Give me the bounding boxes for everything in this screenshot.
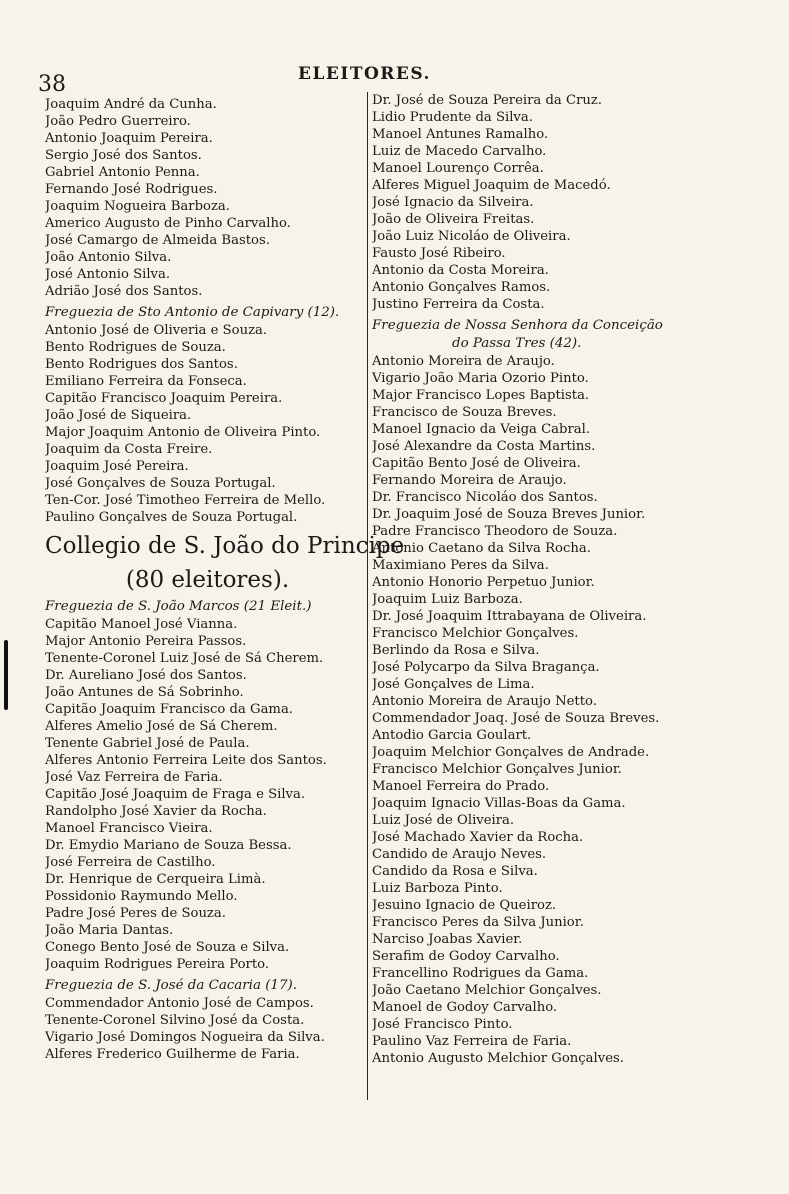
- elector-name: Paulino Gonçalves de Souza Portugal.: [45, 510, 298, 525]
- section-heading: Freguezia de Nossa Senhora da Conceição: [372, 318, 663, 333]
- elector-name: Antonio Moreira de Araujo.: [372, 354, 555, 369]
- elector-name: José Gonçalves de Souza Portugal.: [45, 476, 276, 491]
- elector-name: Sergio José dos Santos.: [45, 148, 202, 163]
- elector-name: João Antonio Silva.: [45, 250, 172, 265]
- collegio-title: Collegio de S. João do Principe: [45, 533, 405, 559]
- elector-name: José Machado Xavier da Rocha.: [372, 830, 584, 845]
- elector-name: Capitão Bento José de Oliveira.: [372, 456, 581, 471]
- elector-name: Manoel Ignacio da Veiga Cabral.: [372, 422, 591, 437]
- elector-name: Antonio Augusto Melchior Gonçalves.: [372, 1051, 624, 1066]
- elector-name: Dr. Henrique de Cerqueira Limà.: [45, 872, 266, 887]
- elector-name: Francisco de Souza Breves.: [372, 405, 557, 420]
- elector-name: Luiz Barboza Pinto.: [372, 881, 503, 896]
- elector-name: Padre Francisco Theodoro de Souza.: [372, 524, 618, 539]
- elector-name: Serafim de Godoy Carvalho.: [372, 949, 560, 964]
- elector-name: Joaquim Luiz Barboza.: [372, 592, 523, 607]
- elector-name: Ten-Cor. José Timotheo Ferreira de Mello.: [45, 493, 326, 508]
- elector-name: Lidio Prudente da Silva.: [372, 110, 533, 125]
- elector-name: Jesuino Ignacio de Queiroz.: [372, 898, 557, 913]
- right-column: [367, 92, 717, 1100]
- section-heading: Freguezia de S. José da Cacaria (17).: [45, 978, 297, 993]
- margin-ink-mark: [4, 640, 8, 710]
- name-list: [45, 616, 370, 973]
- elector-name: Antonio Honorio Perpetuo Junior.: [372, 575, 595, 590]
- elector-name: Antonio Moreira de Araujo Netto.: [372, 694, 597, 709]
- elector-name: Manoel de Godoy Carvalho.: [372, 1000, 558, 1015]
- elector-name: Padre José Peres de Souza.: [45, 906, 226, 921]
- elector-name: Dr. José de Souza Pereira da Cruz.: [372, 93, 603, 108]
- elector-name: Joaquim da Costa Freire.: [45, 442, 213, 457]
- section-heading: Freguezia de Sto Antonio de Capivary (12).: [45, 305, 340, 320]
- elector-name: João de Oliveira Freitas.: [372, 212, 535, 227]
- elector-name: José Ferreira de Castilho.: [45, 855, 216, 870]
- elector-name: João Maria Dantas.: [45, 923, 174, 938]
- elector-name: Dr. Emydio Mariano de Souza Bessa.: [45, 838, 292, 853]
- elector-name: Joaquim André da Cunha.: [45, 97, 217, 112]
- left-column: [45, 96, 405, 1063]
- elector-name: Joaquim Ignacio Villas-Boas da Gama.: [372, 796, 626, 811]
- page-number: 38: [38, 72, 66, 97]
- elector-name: Joaquim José Pereira.: [45, 459, 189, 474]
- elector-name: João Pedro Guerreiro.: [45, 114, 191, 129]
- elector-name: Berlindo da Rosa e Silva.: [372, 643, 540, 658]
- name-list: [45, 96, 370, 300]
- elector-name: Francellino Rodrigues da Gama.: [372, 966, 589, 981]
- elector-name: Luiz de Macedo Carvalho.: [372, 144, 547, 159]
- elector-name: Antonio Caetano da Silva Rocha.: [372, 541, 591, 556]
- elector-name: Francisco Peres da Silva Junior.: [372, 915, 584, 930]
- elector-name: Antonio Joaquim Pereira.: [45, 131, 213, 146]
- elector-name: Alferes Amelio José de Sá Cherem.: [45, 719, 278, 734]
- elector-name: Francisco Melchior Gonçalves Junior.: [372, 762, 622, 777]
- elector-name: José Ignacio da Silveira.: [372, 195, 534, 210]
- elector-name: José Alexandre da Costa Martins.: [372, 439, 596, 454]
- elector-name: Bento Rodrigues dos Santos.: [45, 357, 238, 372]
- running-head: ELEITORES.: [298, 64, 431, 84]
- elector-name: Randolpho José Xavier da Rocha.: [45, 804, 267, 819]
- elector-name: Fausto José Ribeiro.: [372, 246, 506, 261]
- elector-name: Paulino Vaz Ferreira de Faria.: [372, 1034, 572, 1049]
- elector-name: Alferes Antonio Ferreira Leite dos Santos.: [45, 753, 327, 768]
- elector-name: Commendador Joaq. José de Souza Breves.: [372, 711, 660, 726]
- elector-name: José Francisco Pinto.: [372, 1017, 513, 1032]
- elector-name: José Antonio Silva.: [45, 267, 171, 282]
- elector-name: João Caetano Melchior Gonçalves.: [372, 983, 602, 998]
- elector-name: José Vaz Ferreira de Faria.: [45, 770, 223, 785]
- elector-name: Alferes Miguel Joaquim de Macedó.: [372, 178, 611, 193]
- elector-name: Francisco Melchior Gonçalves.: [372, 626, 579, 641]
- elector-name: Joaquim Rodrigues Pereira Porto.: [45, 957, 270, 972]
- elector-name: Dr. Joaquim José de Souza Breves Junior.: [372, 507, 646, 522]
- elector-name: João José de Siqueira.: [45, 408, 192, 423]
- elector-name: Alferes Frederico Guilherme de Faria.: [45, 1047, 300, 1062]
- elector-name: João Luiz Nicoláo de Oliveira.: [372, 229, 571, 244]
- section-heading-continued: do Passa Tres (42).: [452, 336, 582, 351]
- elector-name: Emiliano Ferreira da Fonseca.: [45, 374, 247, 389]
- elector-name: Manoel Antunes Ramalho.: [372, 127, 549, 142]
- name-list: [45, 322, 370, 526]
- elector-name: Vigario João Maria Ozorio Pinto.: [372, 371, 589, 386]
- elector-name: Capitão Joaquim Francisco da Gama.: [45, 702, 293, 717]
- elector-name: Manoel Francisco Vieira.: [45, 821, 213, 836]
- elector-name: Luiz José de Oliveira.: [372, 813, 515, 828]
- elector-name: Major Antonio Pereira Passos.: [45, 634, 247, 649]
- elector-name: José Camargo de Almeida Bastos.: [45, 233, 270, 248]
- elector-name: Americo Augusto de Pinho Carvalho.: [45, 216, 291, 231]
- elector-name: Antonio José de Oliveria e Souza.: [45, 323, 268, 338]
- elector-name: Adrião José dos Santos.: [45, 284, 203, 299]
- collegio-count: (80 eleitores).: [125, 567, 290, 593]
- elector-name: Manoel Lourenço Corrêa.: [372, 161, 544, 176]
- elector-name: Justino Ferreira da Costa.: [372, 297, 545, 312]
- elector-name: Candido de Araujo Neves.: [372, 847, 547, 862]
- elector-name: Antonio Gonçalves Ramos.: [372, 280, 551, 295]
- elector-name: Possidonio Raymundo Mello.: [45, 889, 238, 904]
- name-list: [372, 353, 717, 1067]
- elector-name: Major Joaquim Antonio de Oliveira Pinto.: [45, 425, 321, 440]
- section-heading: Freguezia de S. João Marcos (21 Eleit.): [45, 599, 312, 614]
- elector-name: Dr. José Joaquim Ittrabayana de Oliveira.: [372, 609, 647, 624]
- elector-name: Fernando Moreira de Araujo.: [372, 473, 567, 488]
- elector-name: Tenente-Coronel Silvino José da Costa.: [45, 1013, 305, 1028]
- elector-name: Tenente Gabriel José de Paula.: [45, 736, 250, 751]
- elector-name: Candido da Rosa e Silva.: [372, 864, 538, 879]
- elector-name: Capitão Manoel José Vianna.: [45, 617, 238, 632]
- elector-name: Maximiano Peres da Silva.: [372, 558, 549, 573]
- elector-name: Capitão José Joaquim de Fraga e Silva.: [45, 787, 306, 802]
- elector-name: Major Francisco Lopes Baptista.: [372, 388, 590, 403]
- elector-name: Joaquim Nogueira Barboza.: [45, 199, 230, 214]
- elector-name: Joaquim Melchior Gonçalves de Andrade.: [372, 745, 650, 760]
- elector-name: Bento Rodrigues de Souza.: [45, 340, 226, 355]
- elector-name: Gabriel Antonio Penna.: [45, 165, 200, 180]
- elector-name: Antodio Garcia Goulart.: [372, 728, 532, 743]
- elector-name: José Gonçalves de Lima.: [372, 677, 535, 692]
- elector-name: José Polycarpo da Silva Bragança.: [372, 660, 600, 675]
- elector-name: Dr. Francisco Nicoláo dos Santos.: [372, 490, 598, 505]
- name-list: [45, 995, 370, 1063]
- elector-name: Tenente-Coronel Luiz José de Sá Cherem.: [45, 651, 324, 666]
- elector-name: Vigario José Domingos Nogueira da Silva.: [45, 1030, 325, 1045]
- name-list: [372, 92, 717, 313]
- elector-name: João Antunes de Sá Sobrinho.: [45, 685, 244, 700]
- elector-name: Dr. Aureliano José dos Santos.: [45, 668, 247, 683]
- elector-name: Commendador Antonio José de Campos.: [45, 996, 314, 1011]
- elector-name: Conego Bento José de Souza e Silva.: [45, 940, 290, 955]
- elector-name: Capitão Francisco Joaquim Pereira.: [45, 391, 283, 406]
- elector-name: Narciso Joabas Xavier.: [372, 932, 523, 947]
- elector-name: Manoel Ferreira do Prado.: [372, 779, 550, 794]
- elector-name: Fernando José Rodrigues.: [45, 182, 218, 197]
- elector-name: Antonio da Costa Moreira.: [372, 263, 549, 278]
